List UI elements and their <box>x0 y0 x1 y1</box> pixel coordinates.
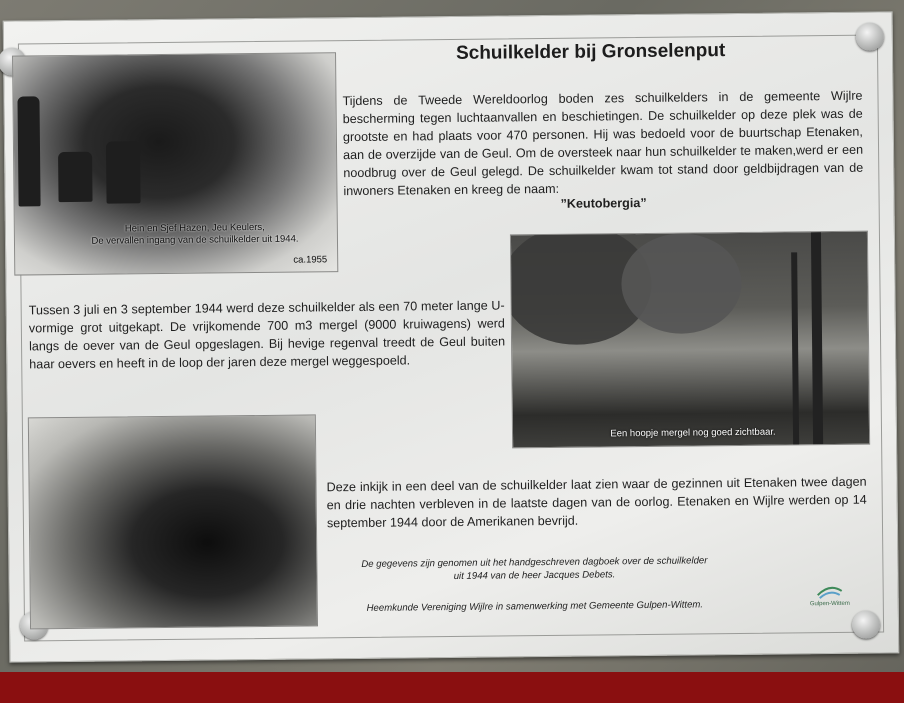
red-banner <box>0 672 904 703</box>
history-paragraph: Tussen 3 juli en 3 september 1944 werd deze schuilkelder als een 70 meter lange U-vormige grot uitgekapt. De vrijkomende 700 m3 mergel (9000 kruiwagens) werd langs de oever van de Geul opgeslagen. Bij hevige regenval treedt de Geul buiten haar oevers en heeft in de loop der jaren deze mergel weggespoeld. <box>28 298 506 372</box>
entrance-caption-line2: De vervallen ingang van de schuilkelder uit 1944. <box>91 233 299 247</box>
mergel-caption: Een hoopje mergel nog goed zichtbaar. <box>610 426 776 440</box>
screw-bottom-right <box>852 611 880 639</box>
tree-trunk <box>811 232 823 444</box>
standing-man <box>17 96 40 206</box>
sitting-man <box>106 141 141 203</box>
photo-mergel-heap <box>510 231 870 449</box>
photo-shelter-interior <box>28 414 318 629</box>
plaque-title: Schuilkelder bij Gronselenput <box>455 40 726 64</box>
shelter-name: ”Keutobergia” <box>560 195 647 211</box>
source-credit-line1: De gegevens zijn genomen uit het handgeschreven dagboek over de schuilkelder <box>361 555 708 570</box>
tree-foliage-middle <box>621 233 742 334</box>
intro-paragraph: Tijdens de Tweede Wereldoorlog boden zes schuilkelders in de gemeente Wijlre bescherming tegen luchtaanvallen en beschietingen. De schuilkelder op deze plek was de grootste en had plaats voor 470 personen. Hij was bedoeld voor de buurtschap Etenaken, aan de overzijde van de Geul. Om de oversteek naar hun schuilkelder te maken,werd er een noodbrug over de Geul gelegd. De schuilkelder kwam tot stand door geldbijdragen van de inwoners Etenaken en kreeg de naam: <box>342 88 864 199</box>
entrance-caption-line1: Hein en Sjef Hazen, Jeu Keulers, <box>124 221 265 235</box>
photo-entrance <box>12 52 338 275</box>
source-credit <box>339 554 729 584</box>
screw-top-right <box>856 22 884 50</box>
tree-trunk-2 <box>791 252 799 444</box>
entrance-caption <box>75 221 315 248</box>
view-paragraph: Deze inkijk in een deel van de schuilkelder laat zien waar de gezinnen uit Etenaken twee dagen en drie nachten verbleven in de laatste dagen van de oorlog. Etenaken en Wijlre werden op 14 september 1944 door de Amerikanen bevrijd. <box>326 474 867 531</box>
information-plaque <box>3 11 900 662</box>
gulpen-wittem-logo-icon <box>816 581 844 599</box>
partner-credit: Heemkunde Vereniging Wijlre in samenwerking met Gemeente Gulpen-Wittem. <box>366 599 704 614</box>
logo-text: Gulpen-Wittem <box>809 600 850 608</box>
crouching-man <box>58 152 93 202</box>
source-credit-line2: uit 1944 van de heer Jacques Debets. <box>453 569 616 582</box>
entrance-year: ca.1955 <box>293 254 328 266</box>
